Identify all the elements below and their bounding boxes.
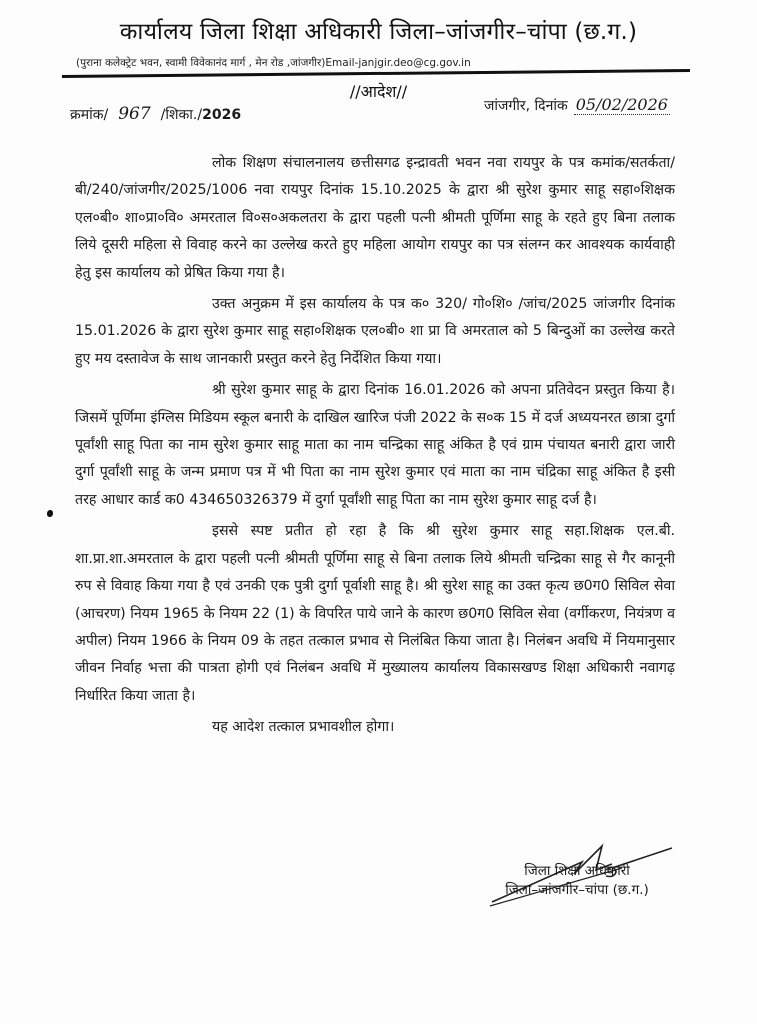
margin-mark-icon <box>47 510 53 517</box>
signatory-block <box>462 862 692 900</box>
header-divider <box>62 69 690 78</box>
date-line <box>484 95 670 115</box>
paragraph-4: इससे स्पष्ट प्रतीत हो रहा है कि श्री सुरेश कुमार साहू सहा.शिक्षक एल.बी. शा.प्रा.शा.अमरताल के द्वारा पहली पत्नी श्रीमती पूर्णिमा साहू से बिना तलाक लिये श्रीमती चन्द्रिका साहू से गैर कानूनी रुप से विवाह किया गया है एवं उनकी एक पुत्री दुर्गा पूर्वाशी साहू है। श्री सुरेश साहू का उक्त कृत्य छ0ग0 सिविल सेवा (आचरण) नियम 1965 के नियम 22 (1) के विपरित पाये जाने के कारण छ0ग0 सिविल सेवा (वर्गीकरण, नियंत्रण व अपील) नियम 1966 के नियम 09 के तहत तत्काल प्रभाव से निलंबित किया जाता है। निलंबन अवधि में नियमानुसार जीवन निर्वाह भत्ता की पात्रता होगी एवं निलंबन अवधि में मुख्यालय कार्यालय विकासखण्ड शिक्षा अधिकारी नवागढ़ निर्धारित किया जाता है। <box>75 523 675 704</box>
paragraph-2: उक्त अनुक्रम में इस कार्यालय के पत्र क० 320/ गो०शि० /जांच/2025 जांजगीर दिनांक 15.01.2026 के द्वारा सुरेश कुमार साहू सहा०शिक्षक एल०बी० शा प्रा वि अमरताल को 5 बिन्दुओं का उल्लेख करते हुए मय दस्तावेज के साथ जानकारी प्रस्तुत करने हेतु निर्देशित किया गया। <box>75 296 676 367</box>
reference-suffix: /शिका./ <box>160 107 203 123</box>
order-heading: //आदेश// <box>349 82 408 101</box>
reference-handwritten-number: 967 <box>118 104 151 124</box>
reference-prefix: क्रमांक/ <box>70 107 109 123</box>
signatory-designation: जिला शिक्षा अधिकारी <box>524 863 630 879</box>
office-address: (पुराना कलेक्ट्रेट भवन, स्वामी विवेकानंद मार्ग , मेन रोड ,जांजगीर)Email-janjgir.deo@cg.gov.in <box>76 57 471 69</box>
closing-statement: यह आदेश तत्काल प्रभावशील होगा। <box>212 719 395 736</box>
paragraph-1: लोक शिक्षण संचालनालय छत्तीसगढ इन्द्रावती भवन नवा रायपुर के पत्र कमांक/सतर्कता/बी/240/जांजगीर/2025/1006 नवा रायपुर दिनांक 15.10.2025 के द्वारा श्री सुरेश कुमार साहू सहा०शिक्षक एल०बी० शा०प्रा०वि० अमरताल वि०स०अकलतरा के द्वारा पहली पत्नी श्रीमती पूर्णिमा साहू के रहते हुए बिना तलाक लिये दूसरी महिला से विवाह करने का उल्लेख करते हुए महिला आयोग रायपुर का पत्र संलग्न कर आवश्यक कार्यवाही हेतु इस कार्यालय को प्रेषित किया गया है। <box>75 155 675 281</box>
reference-year: 2026 <box>202 107 242 123</box>
paragraph-3: श्री सुरेश कुमार साहू के द्वारा दिनांक 16.01.2026 को अपना प्रतिवेदन प्रस्तुत किया है। जिसमें पूर्णिमा इंग्लिस मिडियम स्कूल बनारी के दाखिल खारिज पंजी 2022 के स०क 15 में दर्ज अध्ययनरत छात्रा दुर्गा पूर्वांशी साहू पिता का नाम सुरेश कुमार साहू माता का नाम चन्द्रिका साहू अंकित है एवं ग्राम पंचायत बनारी द्वारा जारी दुर्गा पूर्वांशी साहू के जन्म प्रमाण पत्र में भी पिता का नाम सुरेश कुमार एवं माता का नाम चंद्रिका साहू अंकित है इसी तरह आधार कार्ड क0 434650326379 में दुर्गा पूर्वांशी साहू पिता का नाम सुरेश कुमार साहू दर्ज है। <box>75 382 676 508</box>
date-handwritten-value: 05/02/2026 <box>575 95 668 114</box>
date-label: जांजगीर, दिनांक <box>484 98 568 114</box>
office-title: कार्यालय जिला शिक्षा अधिकारी जिला–जांजगीर–चांपा (छ.ग.) <box>119 19 638 45</box>
order-body <box>75 150 675 746</box>
signatory-location: जिला–जांजगीर–चांपा (छ.ग.) <box>505 882 649 898</box>
reference-number <box>70 104 241 124</box>
